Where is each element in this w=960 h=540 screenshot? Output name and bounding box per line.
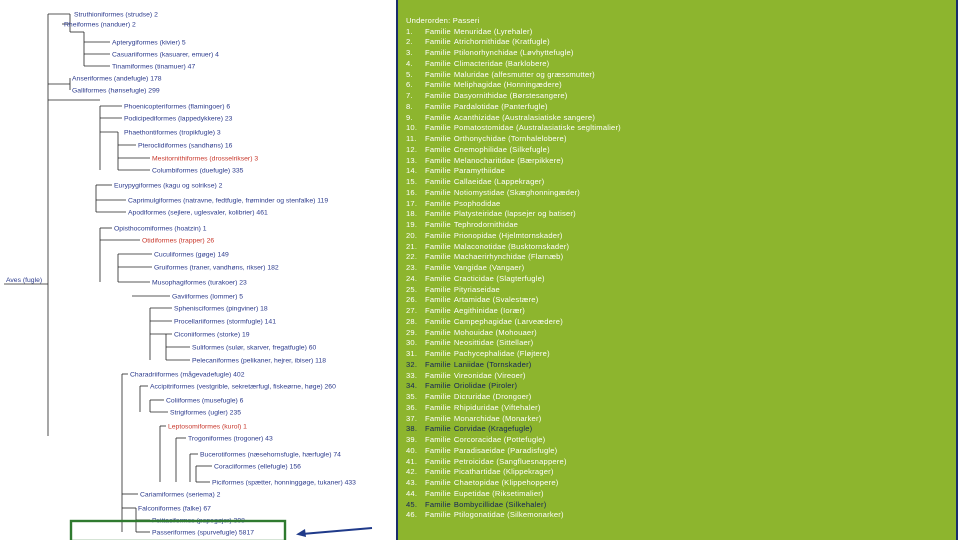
family-name: Chaetopidae (Klippehoppere) [453,478,559,487]
family-name: Campephagidae (Larveædere) [453,316,563,326]
family-name: Notiomystidae (Skæghonningæder) [453,187,580,197]
family-word: Familie [425,392,451,401]
order-label: Coliiformes (musefugle) 6 [166,397,244,405]
family-word: Familie [425,445,451,455]
family-name: Bombycillidae (Silkehaler) [453,499,547,509]
family-word: Familie [425,230,451,240]
family-word: Familie [425,123,451,133]
family-number: 3. [406,48,413,57]
family-number: 31. [406,349,418,358]
family-name: Paradisaeidae (Paradisfugle) [453,445,558,455]
family-number: 35. [406,392,418,401]
family-list-item [406,209,621,220]
family-number: 14. [406,166,418,176]
order-label: Trogoniformes (trogoner) 43 [188,435,273,443]
order-label: Piciformes (spætter, honninggøge, tukaner) 433 [212,479,356,487]
family-word: Familie [425,220,451,229]
family-name: Aegithinidae (Iorær) [453,306,525,315]
family-word: Familie [425,177,451,186]
family-word: Familie [425,478,451,487]
family-word: Familie [425,144,451,154]
order-label: Rheiformes (nanduer) 2 [64,21,136,29]
order-label: Anseriformes (andefugle) 178 [72,75,162,83]
family-name: Pomatostomidae (Australasiatiske segltimalier) [453,123,621,133]
family-number: 4. [406,58,413,68]
order-label: Phaethontiformes (tropikfugle) 3 [124,129,221,137]
family-number: 34. [406,381,418,391]
family-number: 11. [406,134,417,143]
family-name: Corcoracidae (Pottefugle) [453,435,546,444]
family-list-item [406,199,621,210]
arrow-icon [296,528,372,537]
family-list-item [406,80,621,91]
family-name: Paramythiidae [453,166,506,176]
family-word: Familie [425,381,451,391]
family-number: 18. [406,209,418,219]
order-label: Casuariiformes (kasuarer, emuer) 4 [112,51,219,59]
family-number: 9. [406,112,413,122]
family-number: 6. [406,80,413,90]
family-name: Dicruridae (Drongoer) [453,392,532,401]
family-word: Familie [425,134,451,143]
family-name: Atrichornithidae (Kratfugle) [453,37,550,47]
family-number: 21. [406,241,418,251]
family-number: 2. [406,37,413,47]
family-word: Familie [425,155,451,165]
order-label: Procellariiformes (stormfugle) 141 [174,318,276,326]
family-word: Familie [425,413,451,423]
family-list-item [406,134,621,145]
family-list-item [406,102,621,113]
order-label: Cuculiformes (gøge) 149 [154,251,229,259]
family-list-item [406,91,621,102]
family-word: Familie [425,435,451,444]
family-list-item [406,48,621,59]
family-name: Malaconotidae (Busktornskader) [453,241,570,251]
family-name: Melanocharitidae (Bærpikkere) [453,155,564,165]
family-word: Familie [425,402,451,412]
family-name: Callaeidae (Lappekrager) [453,177,545,186]
family-list-item [406,285,621,296]
family-name: Platysteiridae (lapsejer og batiser) [453,209,576,219]
family-word: Familie [425,101,451,111]
family-number: 42. [406,467,418,477]
family-word: Familie [425,295,451,305]
family-list-item [406,510,621,521]
family-word: Familie [425,198,451,208]
family-word: Familie [425,424,451,434]
family-number: 38. [406,424,418,434]
family-word: Familie [425,166,451,176]
family-list-item [406,252,621,263]
family-name: Tephrodornithidae [453,220,519,229]
family-name: Psophodidae [453,198,501,208]
family-list-item [406,392,621,403]
family-list-item [406,37,621,48]
family-list-item [406,274,621,285]
family-list-item [406,123,621,134]
family-list-item [406,145,621,156]
family-word: Familie [425,241,451,251]
family-number: 13. [406,155,418,165]
family-name: Mohouidae (Mohouaer) [453,327,537,337]
family-list-item [406,295,621,306]
order-label: Eurypygiformes (kagu og solrikse) 2 [114,182,223,190]
family-word: Familie [425,306,451,315]
order-label: Coraciiformes (ellefugle) 156 [214,463,301,471]
order-label: Ciconiiformes (storke) 19 [174,331,250,339]
family-word: Familie [425,91,451,100]
family-number: 24. [406,273,418,283]
family-list-item [406,166,621,177]
family-list-item [406,113,621,124]
family-word: Familie [425,69,451,79]
order-label: Musophagiformes (turakoer) 23 [152,279,247,287]
family-list-item [406,188,621,199]
order-label: Pelecaniformes (pelikaner, hejrer, ibiser) 118 [192,357,326,365]
family-word: Familie [425,370,451,380]
family-number: 15. [406,177,418,186]
family-list-item [406,360,621,371]
family-number: 36. [406,402,418,412]
family-word: Familie [425,284,451,294]
order-label: Phoenicopteriformes (flamingoer) 6 [124,103,231,111]
family-number: 32. [406,359,418,369]
family-number: 45. [406,499,418,509]
order-label: Accipitriformes (vestgrible, sekretærfugl, fiskeørne, høge) 260 [150,383,336,391]
family-word: Familie [425,58,451,68]
family-list-item [406,381,621,392]
family-word: Familie [425,467,451,477]
family-list-item [406,27,621,38]
family-word: Familie [425,80,451,90]
order-labels [64,11,356,536]
family-list-item [406,435,621,446]
order-label: Charadriiformes (mågevadefugle) 402 [130,371,245,379]
family-number: 22. [406,252,418,262]
family-word: Familie [425,209,451,219]
family-list-item [406,59,621,70]
family-name: Picathartidae (Klippekrager) [453,467,554,477]
family-list [406,27,621,522]
family-list-item [406,403,621,414]
family-name: Pityriaseidae [453,284,500,294]
family-word: Familie [425,456,451,466]
family-word: Familie [425,26,451,36]
family-number: 1. [406,26,413,36]
family-word: Familie [425,349,451,358]
family-number: 40. [406,445,418,455]
family-name: Ptilogonatidae (Silkemonarker) [453,510,564,520]
order-label: Struthioniformes (strudse) 2 [74,11,158,19]
family-list-item [406,424,621,435]
panel-heading: Underorden: Passeri [406,16,480,25]
family-name: Climacteridae (Barklobere) [453,58,550,68]
family-number: 16. [406,187,418,197]
family-number: 30. [406,338,418,348]
family-number: 23. [406,263,418,272]
family-list-item [406,446,621,457]
family-list-item [406,156,621,167]
family-name: Meliphagidae (Honningædere) [453,80,562,90]
family-list-item [406,338,621,349]
family-list-item [406,306,621,317]
family-name: Laniidae (Tornskader) [453,359,532,369]
family-word: Familie [425,499,451,509]
family-number: 20. [406,230,418,240]
family-number: 12. [406,144,418,154]
order-label: Suliformes (sulør, skarver, fregatfugle) 60 [192,344,317,352]
order-label: Apterygiformes (kivier) 5 [112,39,186,47]
family-list-item [406,317,621,328]
family-number: 29. [406,327,418,337]
family-name: Vireonidae (Vireoer) [453,370,526,380]
family-number: 33. [406,370,418,380]
family-name: Prionopidae (Hjelmtornskader) [453,230,563,240]
order-label: Psittaciformes (papegøjer) 398 [152,517,245,525]
family-list-item [406,414,621,425]
family-number: 44. [406,488,418,498]
family-list-item [406,349,621,360]
family-list-item [406,489,621,500]
family-number: 27. [406,306,418,315]
order-label: Passeriformes (spurvefugle) 5817 [152,529,254,537]
family-list-item [406,328,621,339]
phylogenetic-tree [0,0,380,540]
family-word: Familie [425,187,451,197]
family-list-item [406,467,621,478]
family-name: Oriolidae (Piroler) [453,381,518,391]
family-name: Pachycephalidae (Fløjtere) [453,349,550,358]
family-number: 41. [406,456,418,466]
family-number: 19. [406,220,418,229]
family-number: 28. [406,316,418,326]
tree-root-label: Aves (fugle) [6,277,43,284]
family-number: 10. [406,123,418,133]
family-word: Familie [425,316,451,326]
family-name: Ptilonorhynchidae (Løvhyttefugle) [453,48,574,57]
family-word: Familie [425,112,451,122]
family-number: 43. [406,478,418,487]
family-number: 17. [406,198,418,208]
order-label: Falconiformes (falke) 67 [138,505,211,513]
family-list-item [406,371,621,382]
order-label: Pteroclidiformes (sandhøns) 16 [138,142,233,150]
passeri-family-panel [396,0,958,540]
family-name: Vangidae (Vangaer) [453,263,525,272]
family-list-item [406,263,621,274]
order-label: Caprimulgiformes (natravne, fedtfugle, frøminder og stenfalke) 119 [128,197,329,205]
family-list-item [406,457,621,468]
family-list-item [406,70,621,81]
family-word: Familie [425,273,451,283]
order-label: Gruiformes (traner, vandhøns, rikser) 182 [154,264,279,272]
family-name: Menuridae (Lyrehaler) [453,26,533,36]
order-label: Gaviiformes (lommer) 5 [172,293,243,301]
family-name: Cnemophilidae (Silkefugle) [453,144,550,154]
family-name: Neosittidae (Sittellaer) [453,338,534,348]
family-name: Pardalotidae (Panterfugle) [453,101,548,111]
family-number: 7. [406,91,413,100]
order-label: Otidiformes (trapper) 26 [142,237,215,245]
family-word: Familie [425,327,451,337]
family-number: 8. [406,101,413,111]
family-list-item [406,220,621,231]
order-label: Cariamiformes (seriema) 2 [140,491,221,499]
family-number: 5. [406,69,413,79]
order-label: Galliformes (hønsefugle) 299 [72,87,160,95]
family-number: 39. [406,435,418,444]
order-label: Strigiformes (ugler) 235 [170,409,242,417]
family-name: Monarchidae (Monarker) [453,413,542,423]
family-word: Familie [425,48,451,57]
family-name: Machaerirhynchidae (Flarnæb) [453,252,564,262]
family-number: 37. [406,413,418,423]
family-name: Petroicidae (Sangfluesnappere) [453,456,567,466]
family-number: 25. [406,284,418,294]
order-label: Bucerotiformes (næsehornsfugle, hærfugle) 74 [200,451,341,459]
family-name: Rhipiduridae (Viftehaler) [453,402,541,412]
family-word: Familie [425,252,451,262]
family-list-item [406,500,621,511]
family-number: 26. [406,295,418,305]
order-label: Leptosomiformes (kurol) 1 [168,423,247,431]
family-list-item [406,242,621,253]
family-name: Eupetidae (Riksetimalier) [453,488,544,498]
family-name: Acanthizidae (Australasiatiske sangere) [453,112,596,122]
family-name: Cracticidae (Slagterfugle) [453,273,545,283]
family-word: Familie [425,488,451,498]
family-name: Maluridae (alfesmutter og græssmutter) [453,69,595,79]
order-label: Columbiformes (duefugle) 335 [152,167,244,175]
order-label: Opisthocomiformes (hoatzin) 1 [114,225,207,233]
family-name: Corvidae (Kragefugle) [453,424,533,434]
family-word: Familie [425,263,451,272]
family-list-item [406,478,621,489]
family-number: 46. [406,510,418,520]
family-word: Familie [425,510,451,520]
family-list-item [406,231,621,242]
order-label: Apodiformes (sejlere, uglesvaler, kolibrier) 461 [128,209,268,217]
family-word: Familie [425,338,451,348]
family-name: Orthonychidae (Tornhalelobere) [453,134,567,143]
order-label: Tinamiformes (tinamuer) 47 [112,63,196,71]
order-label: Sphenisciformes (pingviner) 18 [174,305,268,313]
family-word: Familie [425,359,451,369]
family-name: Artamidae (Svalestære) [453,295,539,305]
order-label: Podicipediformes (lappedykkere) 23 [124,115,233,123]
family-name: Dasyornithidae (Børstesangere) [453,91,568,100]
order-label: Mesitornithiformes (drosselrikser) 3 [152,155,259,163]
family-list-item [406,177,621,188]
family-word: Familie [425,37,451,47]
